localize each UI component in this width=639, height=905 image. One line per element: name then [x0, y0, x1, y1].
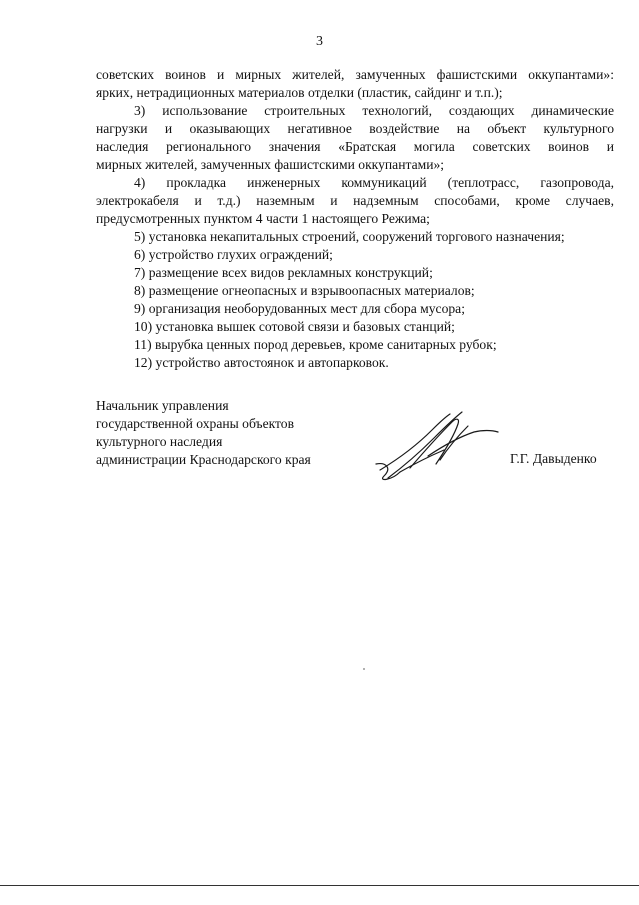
text-line: наследия регионального значения «Братская могила советских воинов и	[96, 139, 614, 154]
list-item: 11) вырубка ценных пород деревьев, кроме санитарных рубок;	[134, 337, 497, 352]
signer-title	[96, 397, 311, 469]
signer-title-line: Начальник управления	[96, 398, 229, 413]
signer-title-line: государственной охраны объектов	[96, 416, 295, 431]
text-line: советских воинов и мирных жителей, замученных фашистскими оккупантами»:	[96, 67, 614, 82]
list-item: 12) устройство автостоянок и автопарковок.	[134, 355, 389, 370]
text-line: нагрузки и оказывающих негативное воздействие на объект культурного	[96, 121, 614, 136]
signer-name: Г.Г. Давыденко	[510, 451, 597, 466]
text-line: предусмотренных пунктом 4 части 1 настоящего Режима;	[96, 211, 430, 226]
page-bottom-rule	[0, 885, 639, 886]
list-item: 6) устройство глухих ограждений;	[134, 247, 333, 262]
list-item: 10) установка вышек сотовой связи и базовых станций;	[134, 319, 455, 334]
list-item: 7) размещение всех видов рекламных конструкций;	[134, 265, 433, 280]
text-line: 3) использование строительных технологий, создающих динамические	[134, 103, 614, 118]
text-line: мирных жителей, замученных фашистскими оккупантами»;	[96, 157, 445, 172]
list-item: 9) организация необорудованных мест для сбора мусора;	[134, 301, 465, 316]
scan-speck	[363, 668, 365, 670]
page-number: 3	[316, 34, 323, 49]
handwritten-signature-icon	[370, 408, 510, 488]
text-line: 4) прокладка инженерных коммуникаций (теплотрасс, газопровода,	[134, 175, 614, 190]
signer-title-line: администрации Краснодарского края	[96, 452, 311, 467]
text-line: электрокабеля и т.д.) наземным и надземным способами, кроме случаев,	[96, 193, 614, 208]
document-body	[96, 66, 614, 372]
signer-title-line: культурного наследия	[96, 434, 223, 449]
list-item: 5) установка некапитальных строений, сооружений торгового назначения;	[134, 229, 565, 244]
text-line: ярких, нетрадиционных материалов отделки (пластик, сайдинг и т.п.);	[96, 85, 503, 100]
list-item: 8) размещение огнеопасных и взрывоопасных материалов;	[134, 283, 475, 298]
